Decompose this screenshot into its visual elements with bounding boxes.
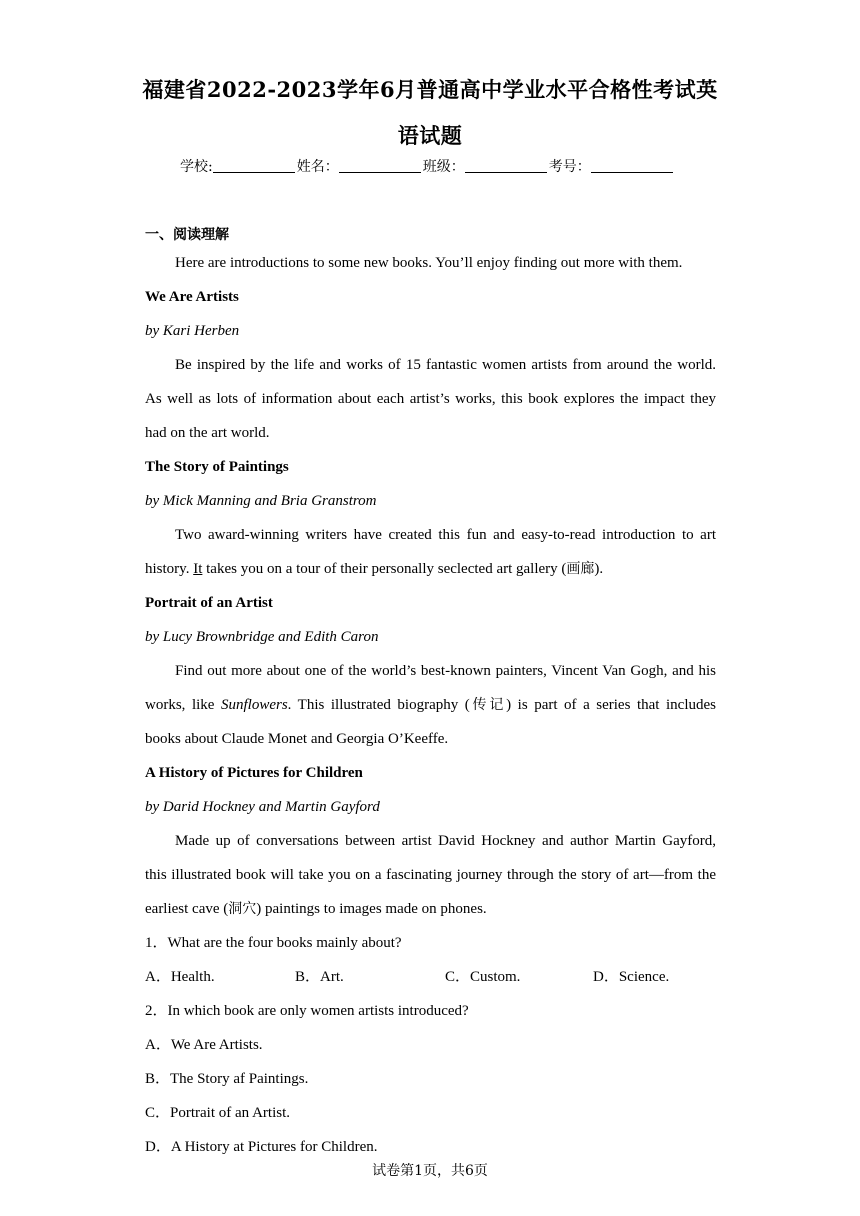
exam-number-blank[interactable] (591, 158, 673, 173)
question-stem: 1．What are the four books mainly about? (145, 935, 402, 951)
name-blank[interactable] (339, 158, 421, 173)
book-description-line: Be inspired by the life and works of 15 fantastic women artists from around the world. (175, 357, 716, 373)
text-run: earliest cave ( (145, 901, 229, 917)
book-description-line: had on the art world. (145, 425, 270, 441)
answer-option[interactable]: A．Health. (145, 969, 215, 985)
section-intro: Here are introductions to some new books. You’ll enjoy finding out more with them. (175, 255, 683, 271)
answer-option[interactable]: C．Custom. (445, 969, 521, 985)
book-title: The Story of Paintings (145, 459, 289, 475)
chinese-gloss: 传记 (469, 697, 507, 713)
book-description-line: Two award-winning writers have created this fun and easy-to-read introduction to art (175, 527, 716, 543)
text-run: . This illustrated biography ( (287, 697, 470, 713)
book-title: We Are Artists (145, 289, 239, 305)
book-description-line: books about Claude Monet and Georgia O’Keeffe. (145, 731, 449, 747)
book-description-line (145, 892, 716, 926)
book-description-line: this illustrated book will take you on a fascinating journey through the story of art—from the (145, 867, 716, 883)
book-title: A History of Pictures for Children (145, 765, 363, 781)
school-blank[interactable] (213, 158, 295, 173)
school-label: 学校: (180, 159, 213, 175)
book-description-line (145, 688, 716, 722)
text-run: ). (594, 561, 604, 577)
exam-number-label: 考号： (548, 159, 591, 175)
title-line-1: 福建省2022-2023学年6月普通高中学业水平合格性考试英 (142, 77, 718, 102)
italic-title: Sunflowers (220, 697, 288, 713)
title-line-2: 语试题 (397, 123, 463, 148)
text-run: ) paintings to images made on phones. (256, 901, 487, 917)
book-author: by Lucy Brownbridge and Edith Caron (145, 629, 379, 645)
book-description-line (145, 552, 716, 586)
book-author: by Darid Hockney and Martin Gayford (145, 799, 380, 815)
answer-option[interactable]: B．The Story af Paintings. (145, 1071, 309, 1087)
answer-option[interactable]: A．We Are Artists. (145, 1037, 263, 1053)
chinese-gloss: 画廊 (566, 561, 595, 577)
class-blank[interactable] (465, 158, 547, 173)
book-description-line: Find out more about one of the world’s best-known painters, Vincent Van Gogh, and his (175, 663, 716, 679)
section-heading: 一、阅读理解 (145, 227, 229, 243)
book-title: Portrait of an Artist (145, 595, 273, 611)
text-run: ) is part of a series that includes (506, 697, 716, 713)
answer-option[interactable]: D．Science. (593, 969, 670, 985)
chinese-gloss: 洞穴 (228, 901, 257, 917)
text-run: history. (145, 561, 194, 577)
question-stem: 2．In which book are only women artists introduced? (145, 1003, 469, 1019)
book-author: by Mick Manning and Bria Granstrom (145, 493, 377, 509)
name-label: 姓名： (296, 159, 339, 175)
text-run: works, like (145, 697, 221, 713)
answer-option[interactable]: D．A History at Pictures for Children. (145, 1139, 378, 1155)
book-description-line: As well as lots of information about each artist’s works, this book explores the impact they (145, 391, 716, 407)
text-run: takes you on a tour of their personally seclected art gallery ( (202, 561, 567, 577)
page-footer: 试卷第1页，共6页 (372, 1163, 488, 1179)
underlined-word: It (193, 561, 203, 577)
book-description-line: Made up of conversations between artist David Hockney and author Martin Gayford, (175, 833, 716, 849)
student-info-row (180, 156, 675, 176)
class-label: 班级： (422, 159, 465, 175)
answer-option[interactable]: B．Art. (295, 969, 344, 985)
book-author: by Kari Herben (145, 323, 240, 339)
answer-option[interactable]: C．Portrait of an Artist. (145, 1105, 290, 1121)
